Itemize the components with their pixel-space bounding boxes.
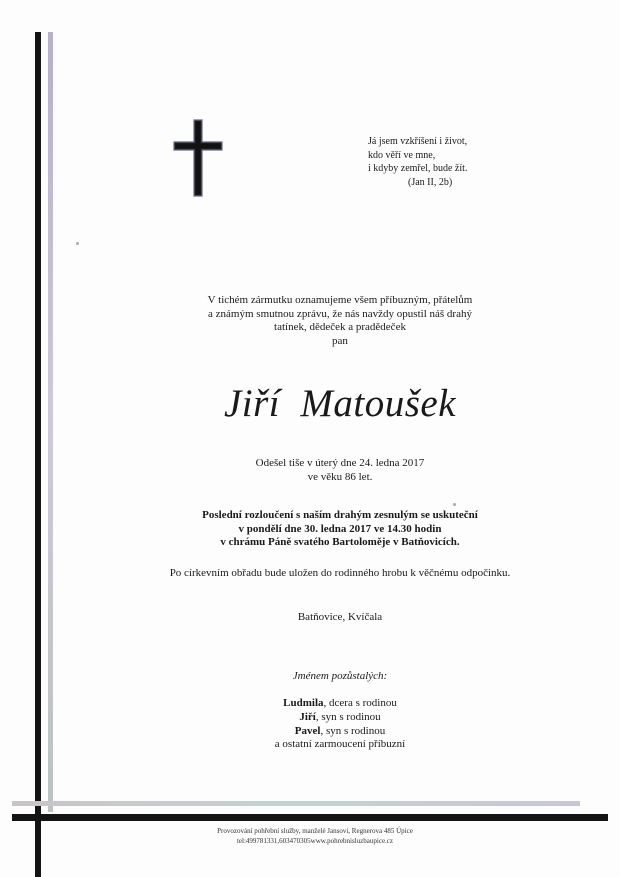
- footer-phone-web: tel:499781331,603470305www.pohrebnisluzbaupice.cz: [236, 837, 394, 845]
- deceased-name: Jiří Matoušek: [223, 382, 457, 425]
- cross-icon: [172, 118, 224, 198]
- bottom-grey-border: [12, 801, 580, 806]
- funeral-line: v chrámu Páně svatého Bartoloměje v Batňovicích.: [220, 536, 460, 549]
- death-line: ve věku 86 let.: [307, 471, 373, 483]
- mourner-item: [60, 711, 620, 725]
- intro-line: pan: [332, 334, 348, 347]
- bible-quote: [368, 135, 508, 189]
- mourner-relation: , syn s rodinou: [320, 724, 386, 737]
- left-grey-border: [48, 32, 53, 812]
- footer-contact: [150, 826, 480, 846]
- place-names: Batňovice, Kvíčala: [297, 611, 383, 623]
- mourner-name: Ludmila: [283, 697, 324, 709]
- quote-line: Já jsem vzkříšení i život,: [368, 136, 468, 147]
- quote-reference: (Jan II, 2b): [408, 176, 453, 188]
- mourner-item: [60, 697, 620, 711]
- funeral-line: Poslední rozloučení s naším drahým zesnulým se uskuteční: [202, 509, 478, 521]
- mourner-relation: , syn s rodinou: [315, 710, 381, 723]
- mourner-relation: , dcera s rodinou: [323, 697, 397, 709]
- funeral-line: v pondělí dne 30. ledna 2017 ve 14.30 hodin: [238, 522, 442, 535]
- mourner-name: Jiří: [299, 710, 316, 723]
- burial-info: Po církevním obřadu bude uložen do rodinného hrobu k věčnému odpočinku.: [169, 567, 511, 579]
- intro-line: tatínek, dědeček a pradědeček: [274, 321, 406, 334]
- intro-line: V tichém zármutku oznamujeme všem příbuzným, přátelům: [207, 294, 473, 306]
- quote-line: i kdyby zemřel, bude žít.: [368, 163, 468, 174]
- on-behalf-heading: Jménem pozůstalých:: [292, 670, 388, 682]
- left-black-border: [35, 32, 41, 877]
- funeral-info: [60, 509, 620, 550]
- mourner-name: Pavel: [294, 724, 321, 737]
- scan-speck: [76, 242, 79, 245]
- bottom-black-border: [12, 814, 608, 821]
- mourners-list: [60, 697, 620, 752]
- death-line: Odešel tiše v úterý dne 24. ledna 2017: [255, 457, 425, 469]
- mourner-item: [60, 725, 620, 739]
- quote-line: kdo věří ve mne,: [368, 149, 436, 161]
- announcement-intro: [60, 294, 620, 348]
- footer-address: Provozování pohřební služby, manželé Jansovi, Regnerova 485 Úpice: [217, 827, 413, 835]
- death-info: [60, 456, 620, 484]
- scan-speck: [453, 503, 456, 506]
- intro-line: a známým smutnou zprávu, že nás navždy opustil náš drahý: [208, 307, 472, 320]
- mourner-item: a ostatní zarmoucení příbuzní: [274, 738, 406, 751]
